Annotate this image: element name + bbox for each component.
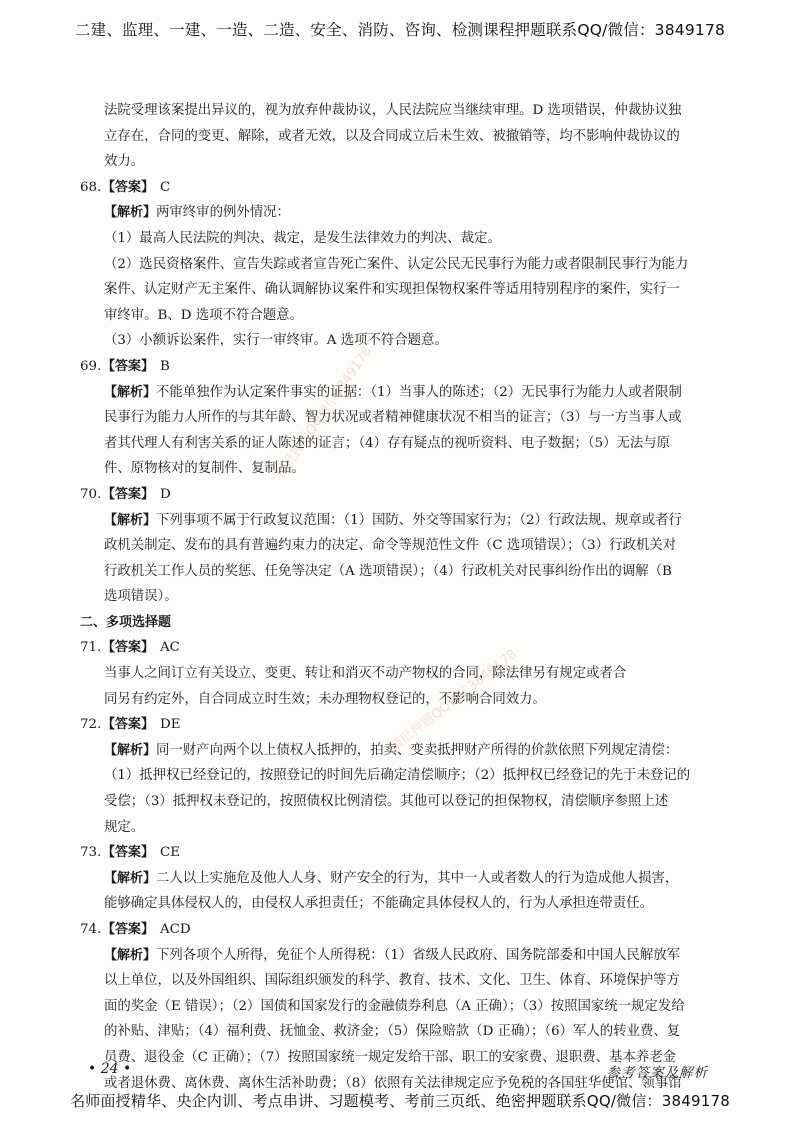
- question-number: 72.: [80, 717, 102, 733]
- answer-line: [80, 712, 712, 738]
- answer-label: 【答案】: [102, 640, 155, 656]
- answer-line: [80, 635, 712, 661]
- page-number: • 24 •: [88, 1061, 132, 1077]
- answer-label: 【答案】: [102, 845, 155, 861]
- question-number: 73.: [80, 845, 102, 861]
- question-70: [80, 482, 712, 610]
- answer-label: 【答案】: [102, 717, 155, 733]
- answer-line: [80, 917, 712, 943]
- text-line: 政机关制定、发布的具有普遍约束力的决定、命令等规范性文件（C 选项错误）；（3）行政机关对: [104, 538, 677, 554]
- top-banner: 二建、监理、一建、一造、二造、安全、消防、咨询、检测课程押题联系QQ/微信：3849178: [74, 21, 726, 39]
- answer-content: [80, 98, 712, 1096]
- question-number: 70.: [80, 486, 102, 502]
- question-number: 71.: [80, 640, 102, 656]
- watermark: 精批押题QQ微信3849178: [387, 646, 520, 755]
- text-line: 面的奖金（E 错误）；（2）国债和国家发行的金融债券利息（A 正确）；（3）按照国家统一规定发给: [104, 998, 685, 1014]
- text-line: 能够确定具体侵权人的，由侵权人承担责任；不能确定具体侵权人的，行为人承担连带责任。: [104, 896, 654, 912]
- intro-paragraph: [80, 98, 712, 175]
- answer-label: 【答案】: [102, 486, 155, 502]
- text-line: 件、原物核对的复制件、复制品。: [104, 461, 305, 477]
- text-line: 或者退休费、离休费、离休生活补助费；（8）依照有关法律规定应予免税的各国驻华使馆、领事馆: [104, 1075, 682, 1091]
- analysis-label: 【解析】: [104, 742, 157, 758]
- text-line: 以上单位，以及外国组织、国际组织颁发的科学、教育、技术、文化、卫生、体育、环境保护等方: [104, 973, 680, 989]
- text-line: （2）选民资格案件、宣告失踪或者宣告死亡案件、认定公民无民事行为能力或者限制民事行为能力: [104, 256, 689, 272]
- answer-line: [80, 482, 712, 508]
- text-line: 下列各项个人所得，免征个人所得税：（1）省级人民政府、国务院部委和中国人民解放军: [156, 947, 681, 963]
- answer-line: [80, 354, 712, 380]
- bottom-banner: 名师面授精华、央企内训、考点串讲、习题模考、考前三页纸、绝密押题联系QQ/微信：3849178: [70, 1092, 730, 1110]
- text-line: 同一财产向两个以上债权人抵押的，拍卖、变卖抵押财产所得的价款依照下列规定清偿：: [156, 742, 679, 758]
- text-line: 选项错误）。: [104, 589, 178, 605]
- question-number: 68.: [80, 179, 102, 195]
- analysis-line: [80, 943, 712, 969]
- analysis-label: 【解析】: [104, 205, 157, 221]
- text-line: 当事人之间订立有关设立、变更、转让和消灭不动产物权的合同，除法律另有规定或者合: [104, 666, 627, 682]
- analysis-label: 【解析】: [104, 384, 157, 400]
- analysis-label: 【解析】: [104, 512, 157, 528]
- analysis-label: 【解析】: [104, 947, 157, 963]
- text-line: 效力。: [104, 154, 145, 170]
- text-line: 行政机关工作人员的奖惩、任免等决定（A 选项错误）；（4）行政机关对民事纠纷作出的调解（B: [104, 563, 672, 579]
- question-72: [80, 712, 712, 840]
- analysis-line: [80, 738, 712, 764]
- question-68: [80, 175, 712, 354]
- text-line: 员费、退役金（C 正确）；（7）按照国家统一规定发给干部、职工的安家费、退职费、基本养老金: [104, 1049, 677, 1065]
- text-line: 民事行为能力人所作的与其年龄、智力状况或者精神健康状况不相当的证言；（3）与一方当事人或: [104, 410, 682, 426]
- answer-line: [80, 175, 712, 201]
- answer-line: [80, 840, 712, 866]
- text-line: （1）抵押权已经登记的，按照登记的时间先后确定清偿顺序；（2）抵押权已经登记的先于未登记的: [104, 768, 691, 784]
- answer-value: ACD: [160, 922, 191, 937]
- text-line: 法院受理该案提出异议的，视为放弃仲裁协议，人民法院应当继续审理。D 选项错误，仲裁协议独: [104, 103, 682, 118]
- answer-label: 【答案】: [102, 179, 155, 195]
- text-line: 审终审。B、D 选项不符合题意。: [104, 307, 303, 323]
- text-line: 受偿；（3）抵押权未登记的，按照债权比例清偿。其他可以登记的担保物权，清偿顺序参照上述: [104, 794, 669, 810]
- answer-value: AC: [160, 640, 180, 656]
- text-line: 下列事项不属于行政复议范围：（1）国防、外交等国家行为；（2）行政法规、规章或者行: [156, 512, 682, 528]
- question-number: 69.: [80, 358, 102, 374]
- text-line: 不能单独作为认定案件事实的证据：（1）当事人的陈述；（2）无民事行为能力人或者限制: [156, 384, 682, 400]
- text-line: 二人以上实施危及他人人身、财产安全的行为，其中一人或者数人的行为造成他人损害，: [156, 870, 679, 886]
- question-71: [80, 635, 712, 712]
- answer-value: D: [160, 486, 171, 502]
- analysis-line: [80, 380, 712, 406]
- question-73: [80, 840, 712, 917]
- text-line: （3）小额诉讼案件，实行一审终审。A 选项不符合题意。: [104, 333, 448, 349]
- text-line: 案件、认定财产无主案件、确认调解协议案件和实现担保物权案件等适用特别程序的案件，实行一: [104, 282, 680, 298]
- text-line: 者其代理人有利害关系的证人陈述的证言；（4）存有疑点的视听资料、电子数据；（5）无法与原: [104, 435, 671, 451]
- text-line: （1）最高人民法院的判决、裁定，是发生法律效力的判决、裁定。: [104, 230, 501, 246]
- answer-label: 【答案】: [102, 358, 155, 374]
- answer-value: DE: [160, 717, 181, 733]
- answer-value: C: [160, 179, 171, 195]
- section-title: 二、多项选择题: [80, 614, 172, 630]
- answer-value: B: [160, 358, 170, 374]
- footer-section-title: 参考答案及解析: [606, 1065, 708, 1081]
- watermark: 精批押题QQ微信3849178: [273, 344, 376, 481]
- text-line: 的补贴、津贴；（4）福利费、抚恤金、救济金；（5）保险赔款（D 正确）；（6）军人的转业费、复: [104, 1024, 681, 1040]
- question-69: [80, 354, 712, 482]
- analysis-line: [80, 508, 712, 534]
- analysis-label: 【解析】: [104, 870, 157, 886]
- text-line: 规定。: [104, 819, 145, 835]
- text-line: 同另有约定外，自合同成立时生效；未办理物权登记的，不影响合同效力。: [104, 691, 546, 707]
- analysis-line: [80, 200, 712, 226]
- answer-value: CE: [160, 845, 181, 861]
- answer-label: 【答案】: [102, 922, 155, 937]
- analysis-line: [80, 866, 712, 892]
- text-line: 立存在，合同的变更、解除，或者无效，以及合同成立后未生效、被撤销等，均不影响仲裁协议的: [104, 128, 680, 144]
- question-number: 74.: [80, 922, 102, 937]
- text-line: 两审终审的例外情况：: [156, 205, 290, 221]
